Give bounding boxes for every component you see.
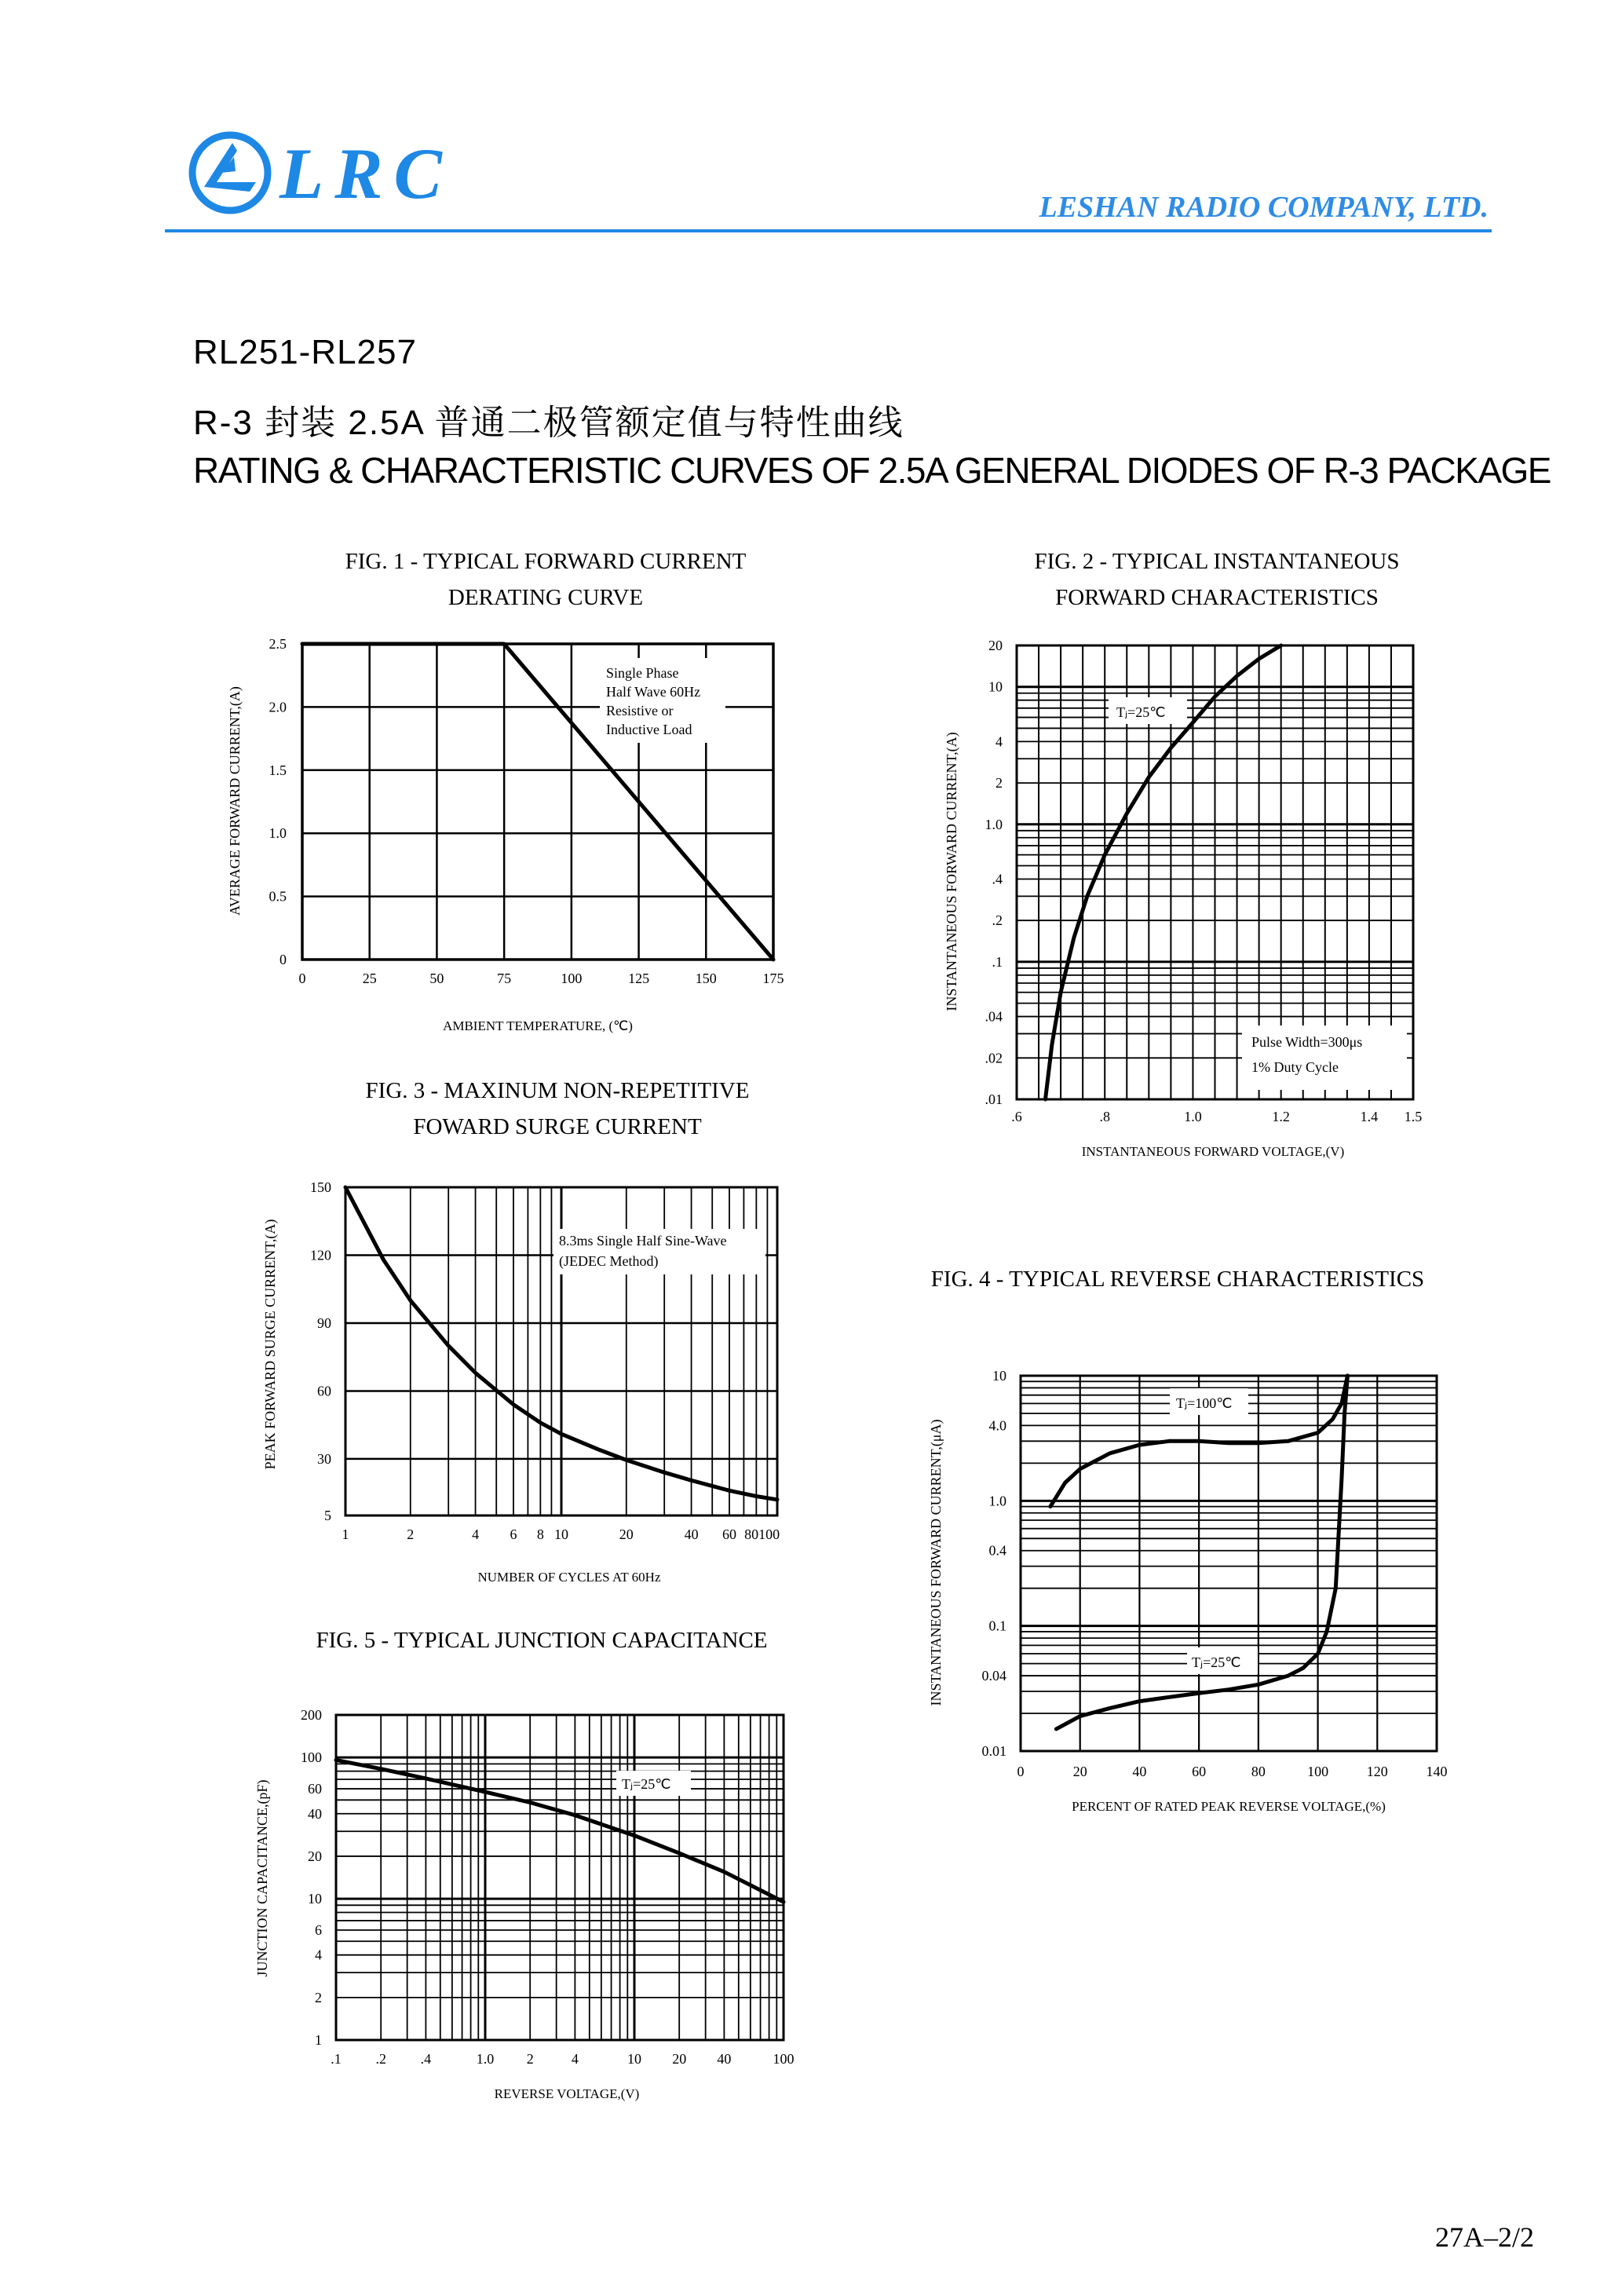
fig2-x-tick-label: 1.4 [1360,1109,1379,1124]
fig5-x-tick-label: 1.0 [476,2051,495,2067]
fig3-x-tick-label: 8 [536,1526,544,1542]
fig4-y-tick-label: 0.1 [988,1618,1006,1634]
chinese-title: R-3 封装 2.5A 普通二极管额定值与特性曲线 [193,404,904,442]
fig3-title-line2: FOWARD SURGE CURRENT [413,1114,702,1139]
fig5-y-tick-label: 20 [308,1848,322,1864]
fig5-x-tick-label: 10 [627,2051,641,2067]
fig5-y-tick-label: 1 [315,2032,322,2048]
fig3-x-tick-label: 40 [684,1526,699,1542]
fig2-y-tick-label: .1 [992,953,1003,970]
fig1-y-tick-label: 0 [279,952,287,967]
fig4-y-tick-label: 4.0 [988,1417,1006,1434]
fig5-x-tick-label: 100 [773,2051,795,2067]
fig1-annotation-line: Single Phase [606,665,679,681]
fig2-y-axis-label: INSTANTANEOUS FORWARD CURRENT,(A) [944,732,959,1011]
fig4-y-tick-label: 0.01 [981,1743,1006,1759]
fig2-y-tick-label: .04 [985,1008,1003,1025]
fig5-y-tick-label: 200 [301,1707,322,1723]
fig1-annotation-line: Resistive or [606,703,674,718]
fig1-x-tick-label: 175 [762,971,784,986]
fig1-x-tick-label: 150 [695,971,717,986]
fig4-x-tick-label: 80 [1251,1764,1266,1779]
fig2-x-tick-label: .6 [1011,1109,1022,1124]
fig4-x-tick-label: 40 [1132,1764,1147,1779]
fig3-x-tick-label: 10 [554,1526,568,1542]
fig1-x-tick-label: 125 [628,971,650,986]
fig1-x-tick-label: 25 [362,971,377,986]
fig2-y-tick-label: 4 [995,733,1003,750]
fig4-series-label: Tⱼ=100℃ [1176,1395,1233,1411]
fig2-title-line2: FORWARD CHARACTERISTICS [1055,585,1379,610]
fig1-x-tick-label: 75 [497,971,512,986]
fig4-y-tick-label: 0.4 [988,1542,1006,1559]
fig4-y-axis-label: INSTANTANEOUS FORWARD CURRENT,(μA) [928,1419,944,1706]
fig2-x-tick-label: 1.0 [1184,1109,1202,1124]
fig1-y-tick-label: 0.5 [269,888,287,905]
fig4-x-tick-label: 20 [1072,1764,1087,1779]
fig3-y-tick-label: 30 [317,1450,331,1467]
fig5-y-tick-label: 10 [308,1891,322,1907]
fig3-x-tick-label: 20 [619,1526,634,1542]
fig2-title-line1: FIG. 2 - TYPICAL INSTANTANEOUS [1034,549,1400,574]
fig5-y-tick-label: 6 [315,1921,322,1938]
fig1-x-tick-label: 0 [298,971,306,986]
fig5-y-tick-label: 100 [301,1749,322,1766]
fig2-x-axis-label: INSTANTANEOUS FORWARD VOLTAGE,(V) [1081,1144,1345,1159]
fig1-y-tick-label: 1.0 [269,825,287,842]
fig5-y-axis-label: JUNCTION CAPACITANCE,(pF) [254,1779,270,1977]
fig1-y-tick-label: 1.5 [269,762,287,778]
fig1-y-axis-label: AVERAGE FORWARD CURRENT,(A) [227,686,243,916]
fig3-x-tick-label: 2 [407,1526,415,1542]
fig1-annotation-line: Inductive Load [606,722,692,737]
page-number: 27A–2/2 [1435,2221,1534,2253]
fig3-x-tick-label: 4 [472,1526,480,1542]
fig5-x-tick-label: 4 [571,2051,579,2067]
fig4-x-tick-label: 140 [1426,1764,1448,1779]
fig2-y-tick-label: 20 [988,638,1003,653]
fig5-title-line1: FIG. 5 - TYPICAL JUNCTION CAPACITANCE [316,1628,768,1653]
english-title: RATING & CHARACTERISTIC CURVES OF 2.5A GENERAL DIODES OF R-3 PACKAGE [193,450,1551,491]
fig3-x-tick-label: 80100 [744,1526,780,1542]
fig2-x-tick-label: .8 [1099,1109,1110,1124]
fig3-y-tick-label: 120 [310,1247,331,1263]
fig2-y-tick-label: .2 [992,912,1003,929]
fig4-x-axis-label: PERCENT OF RATED PEAK REVERSE VOLTAGE,(%) [1072,1799,1386,1814]
fig2-y-tick-label: 1.0 [985,816,1003,832]
fig3-x-tick-label: 60 [721,1526,736,1542]
fig5-temp-annotation: Tⱼ=25℃ [622,1776,671,1792]
fig3-title-line1: FIG. 3 - MAXINUM NON-REPETITIVE [365,1078,750,1103]
fig5-x-tick-label: 40 [717,2051,732,2067]
fig3-annotation-line: 8.3ms Single Half Sine-Wave [559,1233,727,1249]
fig5-x-tick-label: .1 [331,2051,342,2067]
fig2-temp-annotation: Tⱼ=25℃ [1116,704,1166,720]
company-name: LESHAN RADIO COMPANY, LTD. [1039,191,1489,224]
fig2-pulse-annotation: 1% Duty Cycle [1251,1059,1339,1075]
fig4-x-tick-label: 60 [1192,1764,1207,1779]
fig5-x-tick-label: .4 [420,2051,432,2067]
fig2-pulse-annotation: Pulse Width=300μs [1251,1034,1363,1050]
fig1-x-tick-label: 50 [429,971,444,986]
fig3-y-tick-label: 150 [310,1179,331,1195]
fig5-y-tick-label: 60 [308,1781,322,1797]
model-title: RL251-RL257 [193,333,417,371]
fig1-x-axis-label: AMBIENT TEMPERATURE, (℃) [443,1018,633,1033]
fig3-annotation-line: (JEDEC Method) [559,1253,659,1269]
fig5-y-tick-label: 2 [315,1989,322,2005]
fig3-y-axis-label: PEAK FORWARD SURGE CURRENT,(A) [262,1219,278,1470]
fig2-y-tick-label: .4 [992,871,1003,887]
fig3-y-tick-label: 90 [317,1314,331,1331]
fig5-x-tick-label: 20 [672,2051,687,2067]
fig2-y-tick-label: 2 [995,775,1003,792]
fig1-x-tick-label: 100 [561,971,583,986]
fig4-series-label: Tⱼ=25℃ [1192,1654,1241,1670]
fig3-x-tick-label: 1 [342,1526,349,1542]
fig5-y-tick-label: 4 [315,1947,322,1963]
fig1-y-tick-label: 2.0 [269,699,287,715]
fig4-title-line1: FIG. 4 - TYPICAL REVERSE CHARACTERISTICS [930,1267,1425,1292]
fig1-annotation-line: Half Wave 60Hz [606,684,701,700]
fig4-x-tick-label: 120 [1366,1764,1388,1779]
fig1-title-line2: DERATING CURVE [448,585,644,610]
fig2-x-tick-label: 1.2 [1272,1109,1290,1124]
fig3-y-tick-label: 60 [317,1383,331,1399]
fig2-y-tick-label: .01 [985,1091,1003,1107]
fig5-x-tick-label: 2 [526,2051,534,2067]
fig2-x-tick-label: 1.5 [1404,1109,1423,1124]
fig4-y-tick-label: 10 [992,1368,1006,1384]
fig4-y-tick-label: 1.0 [988,1493,1006,1509]
fig5-x-axis-label: REVERSE VOLTAGE,(V) [494,2086,640,2101]
fig3-x-tick-label: 6 [510,1526,517,1542]
fig1-y-tick-label: 2.5 [269,636,287,652]
fig4-x-tick-label: 100 [1307,1764,1329,1779]
fig2-y-tick-label: .02 [985,1050,1003,1066]
fig3-y-tick-label: 5 [324,1508,331,1523]
fig4-plot-frame [1021,1376,1437,1751]
fig3-x-axis-label: NUMBER OF CYCLES AT 60Hz [477,1570,661,1585]
fig1-title-line1: FIG. 1 - TYPICAL FORWARD CURRENT [345,549,747,574]
fig5-y-tick-label: 40 [308,1805,322,1822]
fig2-y-tick-label: 10 [988,678,1003,695]
logo-text: LRC [279,133,453,214]
fig4-x-tick-label: 0 [1017,1764,1025,1779]
fig5-x-tick-label: .2 [375,2051,386,2067]
fig4-y-tick-label: 0.04 [981,1668,1006,1684]
